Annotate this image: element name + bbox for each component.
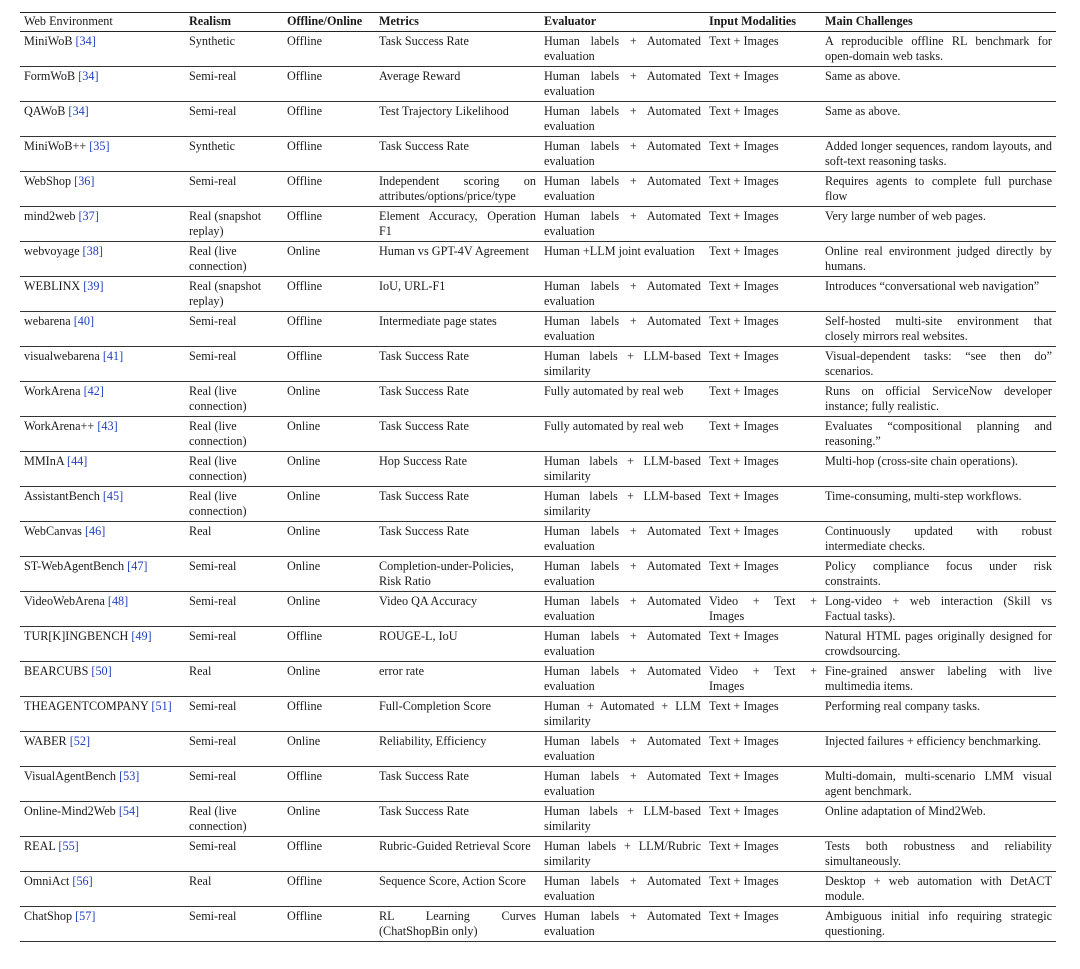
cell-main-challenges: Multi-domain, multi-scenario LMM visual agent benchmark. (825, 769, 1052, 798)
cell-evaluator: Human labels + LLM-based similarity (544, 489, 701, 518)
citation-link[interactable]: [35] (89, 139, 110, 153)
benchmark-table-container (20, 12, 1056, 942)
cell-evaluator: Human labels + Automated evaluation (544, 874, 701, 903)
cell-web-environment (20, 872, 185, 907)
cell-realism: Semi-real (189, 769, 237, 783)
table-row (20, 67, 1056, 102)
table-row (20, 732, 1056, 767)
cell-offline-online: Offline (287, 209, 322, 223)
environment-name: ST-WebAgentBench (24, 559, 125, 573)
cell-input-modalities: Text + Images (709, 804, 779, 818)
cell-web-environment (20, 102, 185, 137)
cell-metrics: Task Success Rate (379, 139, 469, 153)
cell-web-environment (20, 732, 185, 767)
cell-evaluator: Human labels + Automated evaluation (544, 209, 701, 238)
citation-link[interactable]: [34] (78, 69, 99, 83)
environment-name: visualwebarena (24, 349, 100, 363)
cell-input-modalities: Text + Images (709, 699, 779, 713)
cell-offline-online: Online (287, 384, 321, 398)
table-row (20, 452, 1056, 487)
cell-offline-online: Online (287, 804, 321, 818)
table-row (20, 522, 1056, 557)
table-row (20, 347, 1056, 382)
cell-main-challenges: Tests both robustness and reliability simultaneously. (825, 839, 1052, 868)
table-row (20, 102, 1056, 137)
cell-metrics: Hop Success Rate (379, 454, 468, 468)
citation-link[interactable]: [45] (102, 489, 124, 503)
cell-evaluator: Human labels + Automated evaluation (544, 104, 701, 133)
cell-metrics: Independent scoring on attributes/options/price/type (379, 174, 536, 203)
cell-evaluator: Human labels + Automated evaluation (544, 734, 701, 763)
cell-realism: Real (live connection) (189, 804, 247, 833)
cell-web-environment (20, 662, 185, 697)
environment-name: VisualAgentBench (24, 769, 117, 783)
cell-realism: Synthetic (189, 34, 236, 48)
environment-name: ChatShop (24, 909, 73, 923)
cell-metrics: Task Success Rate (379, 34, 469, 48)
cell-web-environment (20, 557, 185, 592)
cell-main-challenges: Very large number of web pages. (825, 209, 986, 223)
cell-evaluator: Human labels + Automated evaluation (544, 524, 701, 553)
cell-web-environment (20, 242, 185, 277)
table-row (20, 697, 1056, 732)
cell-web-environment (20, 522, 185, 557)
cell-web-environment (20, 67, 185, 102)
cell-input-modalities: Text + Images (709, 174, 779, 188)
cell-offline-online: Offline (287, 139, 322, 153)
cell-web-environment (20, 277, 185, 312)
cell-main-challenges: Time-consuming, multi-step workflows. (825, 489, 1022, 503)
cell-input-modalities: Text + Images (709, 769, 779, 783)
table-row (20, 32, 1056, 67)
header-offline-online: Offline/Online (287, 14, 363, 28)
cell-metrics: Average Reward (379, 69, 461, 83)
cell-input-modalities: Text + Images (709, 314, 779, 328)
environment-name: WorkArena++ (24, 419, 95, 433)
citation-link[interactable]: [50] (91, 664, 112, 678)
cell-main-challenges: Natural HTML pages originally designed for crowdsourcing. (825, 629, 1052, 658)
environment-name: TUR[K]INGBENCH (24, 629, 129, 643)
cell-main-challenges: Ambiguous initial info requiring strategic questioning. (825, 909, 1052, 938)
cell-main-challenges: Evaluates “compositional planning and reasoning.” (825, 419, 1052, 448)
table-row (20, 487, 1056, 522)
table-row (20, 382, 1056, 417)
cell-input-modalities: Text + Images (709, 419, 779, 433)
table-row (20, 312, 1056, 347)
header-metrics: Metrics (379, 14, 419, 28)
environment-name: BEARCUBS (24, 664, 89, 678)
cell-web-environment (20, 172, 185, 207)
citation-link[interactable]: [48] (107, 594, 129, 608)
cell-evaluator: Human +LLM joint evaluation (544, 244, 695, 258)
cell-realism: Semi-real (189, 909, 237, 923)
citation-link[interactable]: [54] (118, 804, 140, 818)
citation-link[interactable]: [49] (131, 629, 152, 643)
cell-web-environment (20, 487, 185, 522)
cell-metrics: Task Success Rate (379, 769, 469, 783)
cell-realism: Semi-real (189, 314, 237, 328)
environment-name: OmniAct (24, 874, 70, 888)
cell-metrics: Intermediate page states (379, 314, 497, 328)
cell-main-challenges: Desktop + web automation with DetACT module. (825, 874, 1052, 903)
cell-realism: Semi-real (189, 699, 237, 713)
cell-realism: Semi-real (189, 734, 237, 748)
citation-link[interactable]: [40] (73, 314, 95, 328)
environment-name: FormWoB (24, 69, 76, 83)
cell-web-environment (20, 592, 185, 627)
cell-offline-online: Offline (287, 839, 322, 853)
cell-offline-online: Online (287, 594, 321, 608)
cell-evaluator: Human labels + Automated evaluation (544, 594, 701, 623)
cell-offline-online: Offline (287, 699, 322, 713)
cell-realism: Real (snapshot replay) (189, 209, 262, 238)
cell-metrics: Task Success Rate (379, 524, 469, 538)
cell-realism: Real (189, 524, 212, 538)
cell-input-modalities: Text + Images (709, 209, 779, 223)
environment-name: mind2web (24, 209, 76, 223)
cell-realism: Real (live connection) (189, 489, 247, 518)
cell-offline-online: Offline (287, 279, 322, 293)
environment-name: webvoyage (24, 244, 80, 258)
citation-link[interactable]: [39] (83, 279, 104, 293)
environment-name: webarena (24, 314, 71, 328)
cell-metrics: IoU, URL-F1 (379, 279, 446, 293)
cell-input-modalities: Text + Images (709, 734, 779, 748)
cell-main-challenges: Same as above. (825, 69, 901, 83)
cell-evaluator: Human labels + Automated evaluation (544, 769, 701, 798)
cell-metrics: Rubric-Guided Retrieval Score (379, 839, 531, 853)
citation-link[interactable]: [55] (58, 839, 79, 853)
cell-input-modalities: Video + Text + Images (709, 594, 817, 623)
environment-name: MMInA (24, 454, 64, 468)
cell-metrics: Element Accuracy, Operation F1 (379, 209, 536, 238)
cell-evaluator: Human labels + LLM-based similarity (544, 454, 701, 483)
cell-metrics: Task Success Rate (379, 384, 469, 398)
cell-realism: Semi-real (189, 174, 237, 188)
table-row (20, 242, 1056, 277)
cell-realism: Real (live connection) (189, 454, 247, 483)
cell-web-environment (20, 837, 185, 872)
cell-main-challenges: Runs on official ServiceNow developer instance; fully realistic. (825, 384, 1052, 413)
table-row (20, 767, 1056, 802)
cell-realism: Real (live connection) (189, 419, 247, 448)
cell-realism: Real (live connection) (189, 384, 247, 413)
cell-metrics: Task Success Rate (379, 419, 469, 433)
cell-realism: Real (189, 664, 212, 678)
cell-metrics: Task Success Rate (379, 489, 469, 503)
table-row (20, 627, 1056, 662)
cell-metrics: Test Trajectory Likelihood (379, 104, 509, 118)
cell-offline-online: Online (287, 419, 321, 433)
cell-main-challenges: Visual-dependent tasks: “see then do” scenarios. (825, 349, 1052, 378)
cell-web-environment (20, 697, 185, 732)
environment-name: WABER (24, 734, 67, 748)
cell-main-challenges: Injected failures + efficiency benchmarking. (825, 734, 1042, 748)
cell-main-challenges: Online adaptation of Mind2Web. (825, 804, 986, 818)
cell-offline-online: Offline (287, 34, 322, 48)
cell-evaluator: Human labels + Automated evaluation (544, 174, 701, 203)
environment-name: REAL (24, 839, 56, 853)
citation-link[interactable]: [34] (75, 34, 96, 48)
table-row (20, 837, 1056, 872)
cell-offline-online: Offline (287, 349, 322, 363)
cell-web-environment (20, 767, 185, 802)
environment-name: Online-Mind2Web (24, 804, 116, 818)
cell-main-challenges: Performing real company tasks. (825, 699, 981, 713)
cell-input-modalities: Video + Text + Images (709, 664, 817, 693)
cell-web-environment (20, 137, 185, 172)
cell-evaluator: Human labels + Automated evaluation (544, 664, 701, 693)
environment-name: WorkArena (24, 384, 81, 398)
cell-offline-online: Offline (287, 69, 322, 83)
table-body (20, 32, 1056, 942)
citation-link[interactable]: [43] (97, 419, 118, 433)
cell-evaluator: Human labels + Automated evaluation (544, 629, 701, 658)
citation-link[interactable]: [47] (127, 559, 148, 573)
cell-input-modalities: Text + Images (709, 629, 779, 643)
cell-offline-online: Offline (287, 174, 322, 188)
table-row (20, 557, 1056, 592)
cell-evaluator: Human labels + Automated evaluation (544, 139, 701, 168)
cell-web-environment (20, 907, 185, 942)
cell-evaluator: Fully automated by real web (544, 419, 684, 433)
cell-realism: Semi-real (189, 629, 237, 643)
environment-name: AssistantBench (24, 489, 100, 503)
cell-offline-online: Online (287, 664, 321, 678)
cell-input-modalities: Text + Images (709, 524, 779, 538)
cell-input-modalities: Text + Images (709, 139, 779, 153)
environment-name: QAWoB (24, 104, 66, 118)
environment-name: THEAGENTCOMPANY (24, 699, 149, 713)
cell-realism: Real (live connection) (189, 244, 247, 273)
cell-evaluator: Fully automated by real web (544, 384, 684, 398)
citation-link[interactable]: [56] (72, 874, 93, 888)
cell-metrics: Sequence Score, Action Score (379, 874, 526, 888)
cell-web-environment (20, 382, 185, 417)
cell-evaluator: Human labels + LLM/Rubric similarity (544, 839, 701, 868)
cell-metrics: Reliability, Efficiency (379, 734, 487, 748)
citation-link[interactable]: [41] (102, 349, 124, 363)
cell-metrics: Task Success Rate (379, 349, 469, 363)
header-realism: Realism (189, 14, 231, 28)
cell-evaluator: Human labels + Automated evaluation (544, 279, 701, 308)
cell-input-modalities: Text + Images (709, 874, 779, 888)
cell-metrics: RL Learning Curves (ChatShopBin only) (379, 909, 536, 938)
cell-input-modalities: Text + Images (709, 559, 779, 573)
citation-link[interactable]: [46] (84, 524, 106, 538)
table-row (20, 802, 1056, 837)
citation-link[interactable]: [44] (67, 454, 88, 468)
cell-offline-online: Online (287, 524, 321, 538)
cell-web-environment (20, 627, 185, 662)
cell-evaluator: Human + Automated + LLM similarity (544, 699, 701, 728)
cell-main-challenges: Multi-hop (cross-site chain operations). (825, 454, 1018, 468)
table-row (20, 207, 1056, 242)
citation-link[interactable]: [57] (75, 909, 96, 923)
cell-main-challenges: Same as above. (825, 104, 901, 118)
cell-evaluator: Human labels + Automated evaluation (544, 909, 701, 938)
cell-metrics: Task Success Rate (379, 804, 469, 818)
cell-web-environment (20, 452, 185, 487)
citation-link[interactable]: [51] (151, 699, 172, 713)
cell-web-environment (20, 802, 185, 837)
cell-input-modalities: Text + Images (709, 909, 779, 923)
citation-link[interactable]: [34] (68, 104, 89, 118)
cell-input-modalities: Text + Images (709, 384, 779, 398)
cell-offline-online: Offline (287, 629, 322, 643)
environment-name: VideoWebArena (24, 594, 105, 608)
citation-link[interactable]: [38] (82, 244, 103, 258)
citation-link[interactable]: [53] (119, 769, 140, 783)
table-row (20, 872, 1056, 907)
cell-offline-online: Online (287, 559, 321, 573)
cell-metrics: Human vs GPT-4V Agreement (379, 244, 529, 258)
header-row (20, 13, 1056, 32)
cell-offline-online: Offline (287, 909, 322, 923)
cell-main-challenges: Added longer sequences, random layouts, and soft-text reasoning tasks. (825, 139, 1052, 168)
cell-metrics: Full-Completion Score (379, 699, 492, 713)
cell-web-environment (20, 312, 185, 347)
cell-offline-online: Online (287, 489, 321, 503)
cell-offline-online: Offline (287, 104, 322, 118)
cell-main-challenges: A reproducible offline RL benchmark for open-domain web tasks. (825, 34, 1052, 63)
citation-link[interactable]: [37] (78, 209, 99, 223)
cell-metrics: error rate (379, 664, 424, 678)
environment-name: WebCanvas (24, 524, 82, 538)
citation-link[interactable]: [36] (74, 174, 95, 188)
cell-input-modalities: Text + Images (709, 69, 779, 83)
cell-main-challenges: Fine-grained answer labeling with live multimedia items. (825, 664, 1052, 693)
cell-offline-online: Online (287, 244, 321, 258)
cell-input-modalities: Text + Images (709, 104, 779, 118)
table-row (20, 137, 1056, 172)
cell-main-challenges: Continuously updated with robust intermediate checks. (825, 524, 1052, 553)
cell-realism: Semi-real (189, 839, 237, 853)
table-row (20, 662, 1056, 697)
cell-evaluator: Human labels + Automated evaluation (544, 34, 701, 63)
cell-realism: Real (189, 874, 212, 888)
cell-offline-online: Offline (287, 874, 322, 888)
cell-main-challenges: Self-hosted multi-site environment that closely mirrors real websites. (825, 314, 1052, 343)
cell-main-challenges: Long-video + web interaction (Skill vs Factual tasks). (825, 594, 1052, 623)
environment-name: WEBLINX (24, 279, 81, 293)
cell-realism: Semi-real (189, 594, 237, 608)
cell-metrics: ROUGE-L, IoU (379, 629, 458, 643)
table-row (20, 417, 1056, 452)
environment-name: WebShop (24, 174, 72, 188)
cell-web-environment (20, 207, 185, 242)
cell-main-challenges: Introduces “conversational web navigation” (825, 279, 1040, 293)
cell-input-modalities: Text + Images (709, 279, 779, 293)
cell-evaluator: Human labels + Automated evaluation (544, 314, 701, 343)
cell-web-environment (20, 417, 185, 452)
cell-input-modalities: Text + Images (709, 349, 779, 363)
table-header (20, 13, 1056, 32)
cell-evaluator: Human labels + LLM-based similarity (544, 349, 701, 378)
table-row (20, 907, 1056, 942)
cell-offline-online: Offline (287, 769, 322, 783)
cell-web-environment (20, 32, 185, 67)
cell-realism: Synthetic (189, 139, 236, 153)
cell-main-challenges: Policy compliance focus under risk constraints. (825, 559, 1052, 588)
cell-evaluator: Human labels + Automated evaluation (544, 559, 701, 588)
cell-input-modalities: Text + Images (709, 839, 779, 853)
environment-name: MiniWoB++ (24, 139, 87, 153)
cell-realism: Semi-real (189, 104, 237, 118)
cell-realism: Semi-real (189, 349, 237, 363)
cell-main-challenges: Online real environment judged directly by humans. (825, 244, 1052, 273)
cell-offline-online: Online (287, 454, 321, 468)
cell-offline-online: Offline (287, 314, 322, 328)
cell-realism: Semi-real (189, 559, 237, 573)
cell-input-modalities: Text + Images (709, 454, 779, 468)
web-environment-benchmark-table (20, 12, 1056, 942)
header-input-modalities: Input Modalities (709, 14, 797, 28)
cell-web-environment (20, 347, 185, 382)
cell-realism: Semi-real (189, 69, 237, 83)
citation-link[interactable]: [52] (69, 734, 91, 748)
cell-main-challenges: Requires agents to complete full purchase flow (825, 174, 1052, 203)
cell-metrics: Completion-under-Policies, Risk Ratio (379, 559, 514, 588)
table-row (20, 172, 1056, 207)
cell-input-modalities: Text + Images (709, 34, 779, 48)
cell-metrics: Video QA Accuracy (379, 594, 478, 608)
table-row (20, 277, 1056, 312)
cell-evaluator: Human labels + Automated evaluation (544, 69, 701, 98)
citation-link[interactable]: [42] (83, 384, 104, 398)
cell-realism: Real (snapshot replay) (189, 279, 262, 308)
header-evaluator: Evaluator (544, 14, 597, 28)
cell-input-modalities: Text + Images (709, 244, 779, 258)
table-row (20, 592, 1056, 627)
header-web-environment: Web Environment (24, 14, 113, 28)
header-main-challenges: Main Challenges (825, 14, 913, 28)
cell-offline-online: Online (287, 734, 321, 748)
cell-evaluator: Human labels + LLM-based similarity (544, 804, 701, 833)
cell-input-modalities: Text + Images (709, 489, 779, 503)
environment-name: MiniWoB (24, 34, 73, 48)
